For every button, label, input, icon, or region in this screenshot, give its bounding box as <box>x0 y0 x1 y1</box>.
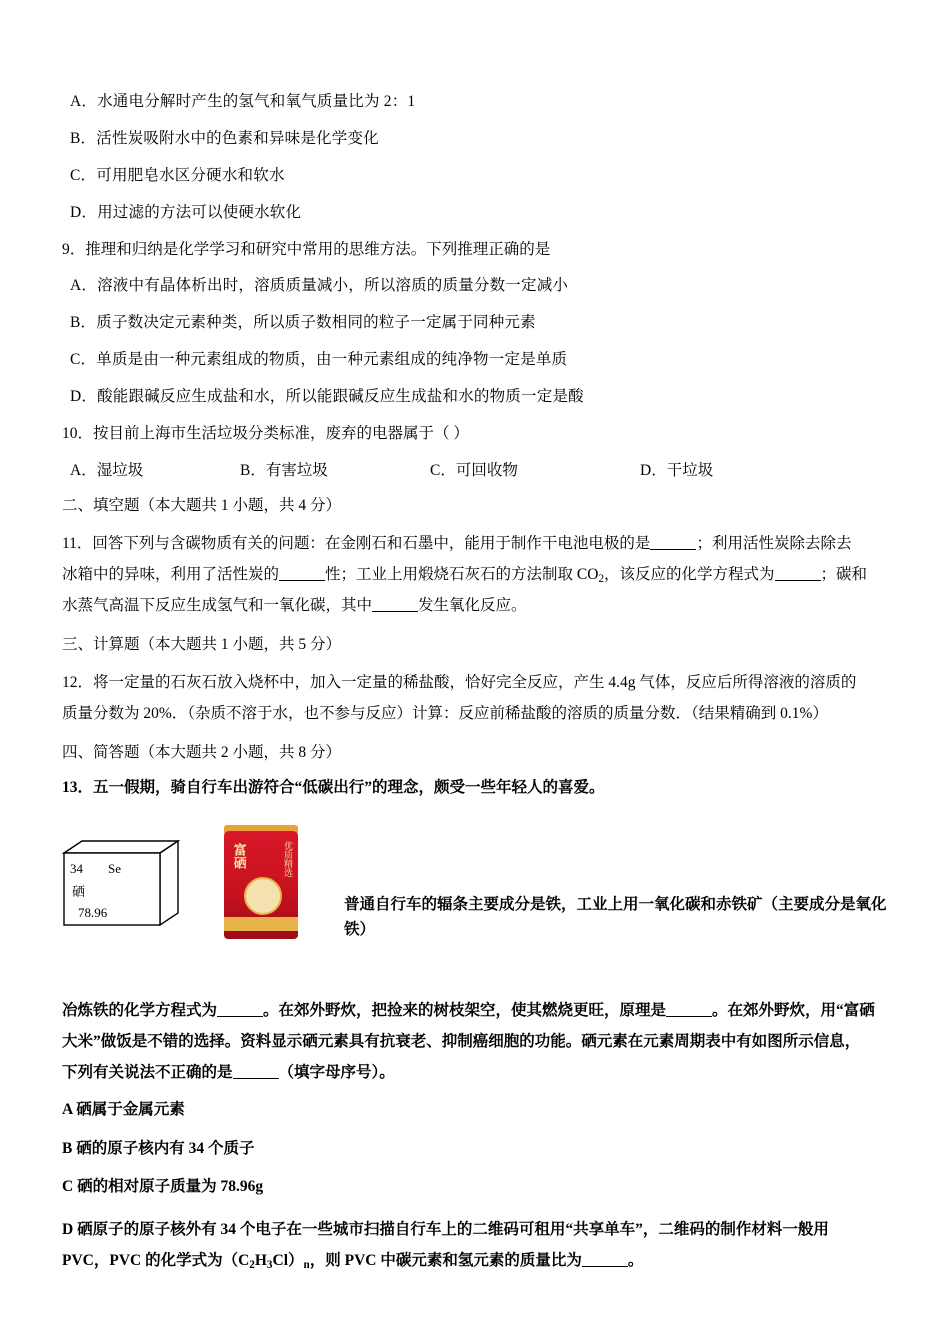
question-9-stem: 9．推理和归纳是化学学习和研究中常用的思维方法。下列推理正确的是 <box>62 241 551 259</box>
fill-blank <box>372 596 418 612</box>
fill-blank <box>217 1001 263 1017</box>
figure-area <box>62 821 890 949</box>
rice-bag-image <box>218 825 304 943</box>
question-12-line-1: 12．将一定量的石灰石放入烧杯中，加入一定量的稀盐酸，恰好完全反应，产生 4.4g 气体，反应后所得溶液的溶质的 <box>62 673 857 691</box>
question-11-text-7: 水蒸气高温下反应生成氢气和一氧化碳，其中 <box>62 596 373 614</box>
q13-text-3: 。在郊外野炊，用“富硒 <box>712 1001 875 1019</box>
q13-text-6: （填字母序号）。 <box>278 1063 395 1081</box>
option-item: D．用过滤的方法可以使硬水软化 <box>70 204 302 222</box>
fill-blank <box>775 565 821 581</box>
option-item: A．水通电分解时产生的氢气和氧气质量比为 2：1 <box>70 93 416 110</box>
question-10-choice-d: D．干垃圾 <box>640 461 714 479</box>
rice-bag-gold-band <box>224 917 298 931</box>
question-11-text-8: 发生氧化反应。 <box>418 596 527 614</box>
section-4-heading: 四、简答题（本大题共 2 小题，共 8 分） <box>62 743 342 761</box>
option-item: B．活性炭吸附水中的色素和异味是化学变化 <box>70 130 379 148</box>
question-11-text-5: ，该反应的化学方程式为 <box>604 565 775 583</box>
rice-bag-side-text: 优质精选 <box>283 840 293 877</box>
question-12 <box>62 667 890 729</box>
q13-text-4: 大米”做饭是不错的选择。资料显示硒元素具有抗衰老、抑制癌细胞的功能。硒元素在元素周期表中有如图所示信息， <box>62 1032 861 1050</box>
section-3-heading: 三、计算题（本大题共 1 小题，共 5 分） <box>62 635 342 653</box>
element-atomic-number: 34 <box>70 860 83 876</box>
question-10-choices <box>62 458 890 480</box>
pvc-text-4: ，则 PVC 中碳元素和氢元素的质量比为 <box>309 1252 582 1270</box>
q13-answer-a: A 硒属于金属元素 <box>62 1100 185 1118</box>
q13-answer-d-text: D 硒原子的原子核外有 34 个电子在一些城市扫描自行车上的二维码可租用“共享单车”，二维码的制作材料一般用 <box>62 1221 829 1239</box>
question-10-choice-b: B．有害垃圾 <box>240 461 328 479</box>
question-11-text-3: 冰箱中的异味，利用了活性炭的 <box>62 565 280 583</box>
question-12-line-2: 质量分数为 20%．（杂质不溶于水，也不参与反应）计算：反应前稀盐酸的溶质的质量分数．（结果精确到 0.1%） <box>62 704 828 722</box>
question-11-text-4: 性；工业上用煅烧石灰石的方法制取 CO <box>325 565 599 583</box>
subscript-2: 2 <box>598 572 605 585</box>
question-11-text-1: 11．回答下列与含碳物质有关的问题：在金刚石和石墨中，能用于制作干电池电极的是 <box>62 534 651 552</box>
rice-bag-main-text: 富硒 <box>231 842 247 869</box>
pvc-text-5: 。 <box>627 1252 644 1270</box>
question-9-option-c: C．单质是由一种元素组成的物质，由一种元素组成的纯净物一定是单质 <box>70 350 568 368</box>
fill-blank <box>650 534 696 550</box>
fill-blank <box>582 1252 628 1268</box>
question-11 <box>62 528 890 621</box>
question-9-option-b: B．质子数决定元素种类，所以质子数相同的粒子一定属于同种元素 <box>70 313 536 331</box>
element-symbol: Se <box>108 860 121 876</box>
option-item: C．可用肥皂水区分硬水和软水 <box>70 167 285 185</box>
element-atomic-mass: 78.96 <box>78 904 108 920</box>
pvc-subscript-3: 3 <box>266 1259 273 1272</box>
fill-blank <box>233 1063 279 1079</box>
q13-text-5: 下列有关说法不正确的是 <box>62 1063 233 1081</box>
question-11-text-6: ；碳和 <box>820 565 868 583</box>
pvc-subscript-2: 2 <box>249 1259 255 1272</box>
q13-text-1: 冶炼铁的化学方程式为 <box>62 1001 218 1019</box>
question-13-body <box>62 995 890 1088</box>
figure-caption: 普通自行车的辐条主要成分是铁，工业上用一氧化碳和赤铁矿（主要成分是氧化铁） <box>344 895 887 938</box>
q13-answer-d <box>62 1214 890 1276</box>
fill-blank <box>279 565 325 581</box>
element-chinese-name: 硒 <box>72 883 86 899</box>
question-10-stem: 10．按目前上海市生活垃圾分类标准，废弃的电器属于（ ） <box>62 424 469 442</box>
fill-blank <box>666 1001 712 1017</box>
question-11-text-2: ；利用活性炭除去除去 <box>696 534 852 552</box>
pvc-text-3: Cl） <box>272 1252 304 1270</box>
rice-bag-emblem <box>244 877 282 915</box>
question-9-option-a: A．溶液中有晶体析出时，溶质质量减小，所以溶质的质量分数一定减小 <box>70 276 569 294</box>
q13-text-2: 。在郊外野炊，把捡来的树枝架空，使其燃烧更旺，原理是 <box>263 1001 667 1019</box>
section-2-heading: 二、填空题（本大题共 1 小题，共 4 分） <box>62 496 342 514</box>
question-9-option-d: D．酸能跟碱反应生成盐和水，所以能跟碱反应生成盐和水的物质一定是酸 <box>70 387 584 405</box>
q13-answer-b: B 硒的原子核内有 34 个质子 <box>62 1139 255 1157</box>
document-content <box>62 90 890 1283</box>
pvc-subscript-n: n <box>303 1259 310 1272</box>
periodic-element-cube-figure <box>62 839 170 927</box>
question-10-choice-c: C．可回收物 <box>430 461 518 479</box>
question-13-stem: 13．五一假期，骑自行车出游符合“低碳出行”的理念，颇受一些年轻人的喜爱。 <box>62 778 605 796</box>
pvc-text-2: H <box>254 1252 267 1270</box>
pvc-text-1: PVC，PVC 的化学式为（C <box>62 1252 250 1270</box>
question-10-choice-a: A．湿垃圾 <box>70 461 144 479</box>
q13-answer-c: C 硒的相对原子质量为 78.96g <box>62 1178 264 1196</box>
